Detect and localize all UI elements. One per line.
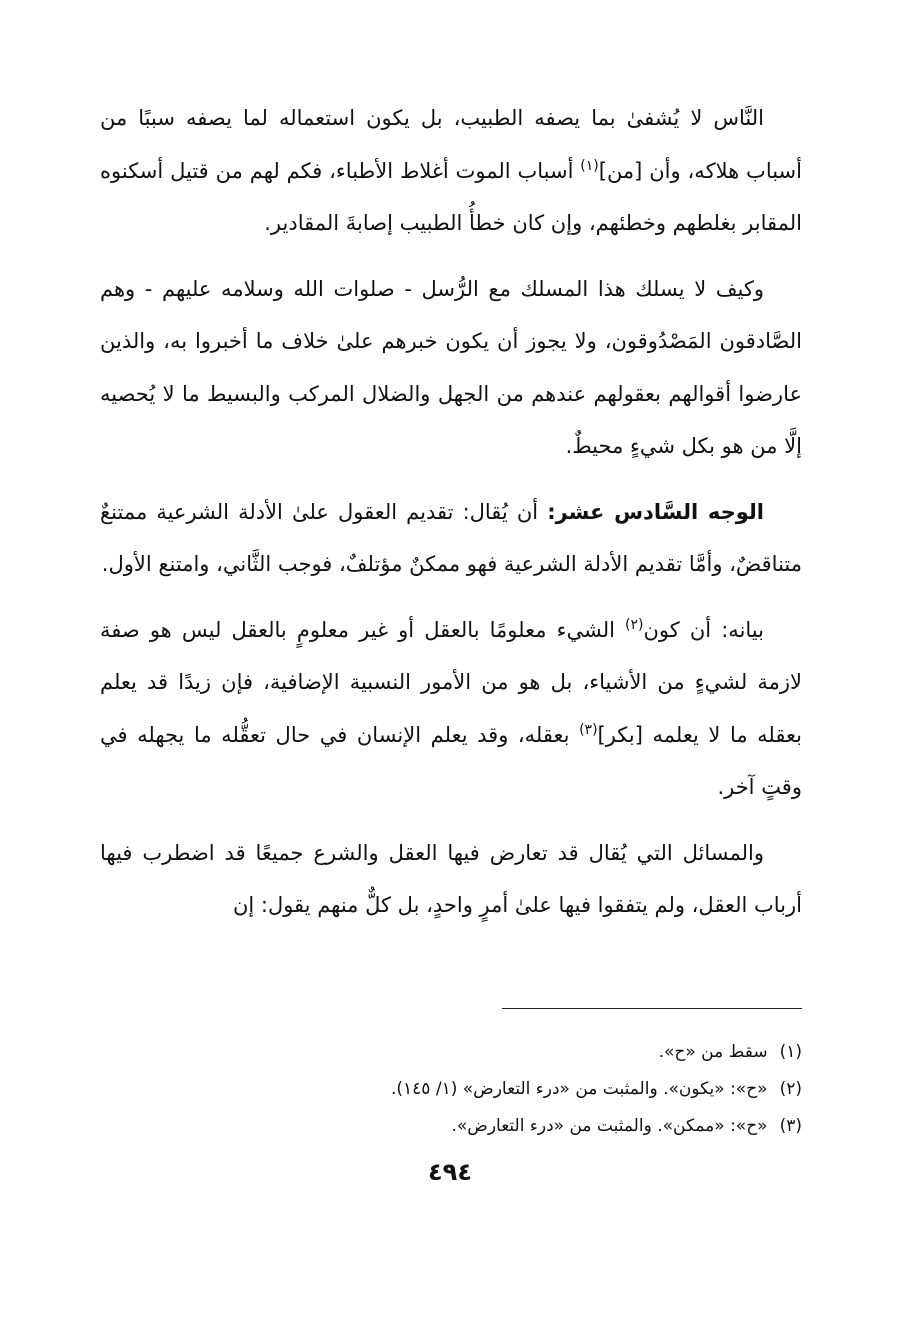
footnote-3: [100, 1108, 802, 1145]
footnote-divider: [502, 1008, 802, 1009]
footnote-text: «ح»: «ممكن». والمثبت من «درء التعارض».: [451, 1116, 768, 1136]
footnote-text: «ح»: «يكون». والمثبت من «درء التعارض» (١/ ١٤٥).: [391, 1079, 768, 1099]
paragraph-1-text-b: أسباب الموت أغلاط الأطباء، فكم لهم من قتيل أسكنوه المقابر بغلطهم وخطئهم، وإن كان خطأُ الطبيب إصابةَ المقادير.: [100, 158, 802, 235]
paragraph-2: [100, 263, 802, 473]
paragraph-2-text: وكيف لا يسلك هذا المسلك مع الرُّسل - صلوات الله وسلامه عليهم - وهم الصَّادقون المَصْدُوقون، ولا يجوز أن يكون خبرهم علىٰ خلاف ما أخبروا به، والذين عارضوا أقوالهم بعقولهم عندهم من الجهل والضلال المركب والبسيط ما لا يُحصيه إلَّا من هو بكل شيءٍ محيطٌ.: [100, 276, 802, 458]
footnote-ref-2[interactable]: (٢): [625, 616, 644, 633]
footnote-number: (٣): [779, 1116, 802, 1136]
paragraph-4-text-c: بعقله، وقد يعلم الإنسان في حال تعقُّله ما يجهله في وقتٍ آخر.: [100, 722, 802, 799]
paragraph-3-text: أن يُقال: تقديم العقول علىٰ الأدلة الشرعية ممتنعٌ متناقضٌ، وأمَّا تقديم الأدلة الشرعية فهو ممكنٌ مؤتلفٌ، فوجب الثَّاني، وامتنع الأول.: [100, 499, 802, 576]
paragraph-5: [100, 827, 802, 932]
page-number: ٤٩٤: [428, 1158, 472, 1186]
footnote-2: [100, 1071, 802, 1108]
paragraph-1: [100, 92, 802, 250]
paragraph-3: [100, 486, 802, 591]
paragraph-4: [100, 604, 802, 814]
footnote-ref-1[interactable]: (١): [580, 157, 599, 174]
paragraph-1-text-a: النَّاس لا يُشفىٰ بما يصفه الطبيب، بل يكون استعماله لما يصفه سببًا من أسباب هلاكه، وأن [من]: [100, 106, 802, 183]
paragraph-5-text: والمسائل التي يُقال قد تعارض فيها العقل والشرع جميعًا قد اضطرب فيها أرباب العقل، ولم يتفقوا فيها علىٰ أمرٍ واحدٍ، بل كلٌّ منهم يقول: إن: [100, 840, 802, 917]
footnote-ref-3[interactable]: (٣): [579, 721, 598, 738]
footnote-text: سقط من «ح».: [658, 1042, 768, 1062]
paragraph-4-text-a: بيانه: أن كون: [643, 617, 764, 642]
footnotes: [100, 1034, 802, 1145]
footnote-number: (١): [779, 1042, 802, 1062]
footnote-number: (٢): [779, 1079, 802, 1099]
section-heading-16: الوجه السَّادس عشر:: [547, 499, 764, 524]
footnote-1: [100, 1034, 802, 1071]
paragraph-4-text-b: الشيء معلومًا بالعقل أو غير معلومٍ بالعقل ليس هو صفة لازمة لشيءٍ من الأشياء، بل هو من الأمور النسبية الإضافية، فإن زيدًا قد يعلم بعقله ما لا يعلمه [بكر]: [100, 617, 802, 747]
